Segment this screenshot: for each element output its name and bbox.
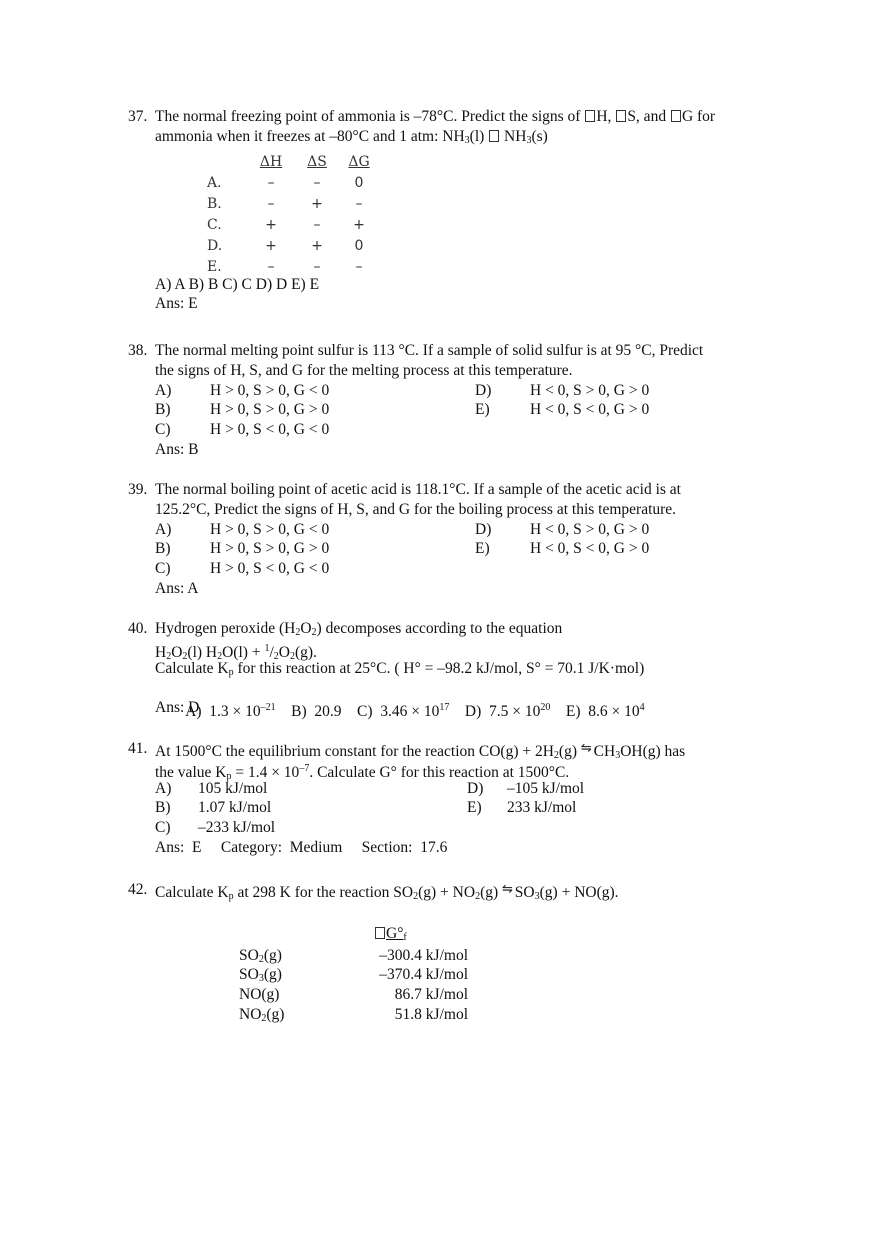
missing-glyph-icon [585,110,595,122]
choice-label: A) [155,381,172,399]
question-text-line-2: the value $K_p = 1.4 \times 10^{-7}$. Calculate G° for this reaction at 1500°C. [155,762,570,782]
table-header: ΔS [307,153,327,170]
table-cell: – [355,195,363,212]
table-cell: – [313,216,321,233]
choice-text: H > 0, S > 0, G < 0 [210,381,330,399]
question-number: 37. [128,108,148,125]
table-cell: 0 [354,237,364,254]
choice-label: B) [155,540,171,558]
choice-label: C) [155,819,171,837]
table-row-species: $SO_2(g)$ [239,946,282,965]
missing-glyph-icon [375,927,385,939]
table-cell: – [355,258,363,275]
choice-label: D) [475,381,492,399]
choice-label: C) [155,560,171,578]
table-cell: + [311,195,323,212]
table-row-value: –370.4 kJ/mol [379,965,468,983]
choice-text: –233 kJ/mol [198,819,276,837]
gibbs-energy-table [155,906,808,1024]
table-cell: – [313,258,321,275]
question-text: Calculate $K_p$ at 298 K for the reaction $SO_2(g) + NO_2(g)$ ⇋ $SO_3(g) + NO(g)$. [155,882,619,902]
choice-text: 1.07 kJ/mol [198,799,272,817]
question-text-line-3: Calculate $K_p$ for this reaction at 25°C. ( H° = –98.2 kJ/mol, S° = 70.1 J/K·mol) [155,659,645,678]
table-cell: + [311,237,323,254]
equilibrium-arrow-icon: ⇋ [580,741,590,756]
question-42 [128,880,808,1024]
question-number: 40. [128,620,148,637]
question-39 [128,480,808,599]
table-row-label: C. [207,216,222,233]
question-37 [128,107,808,314]
choice-label: A) [155,779,172,797]
question-text-line-2: 125.2°C, Predict the signs of H, S, and G for the boiling process at this temperature. [155,500,677,518]
choice-text: H > 0, S > 0, G > 0 [210,540,330,558]
choice-text: H < 0, S < 0, G > 0 [530,540,650,558]
question-number: 42. [128,881,148,898]
question-text-line-2: the signs of H, S, and G for the melting process at this temperature. [155,361,573,379]
choice-text: H < 0, S > 0, G > 0 [530,381,650,399]
answer-key: Ans: D [155,699,200,717]
answer-key: Ans: E Category: Medium Section: 17.6 [155,838,448,856]
chemical-equation: $H_2O_2(l) H_2O(l) + ^1/_2O_2(g)$. [155,642,317,662]
answer-options: A) A B) B C) C D) D E) E [155,275,320,293]
choice-label: B) [155,799,171,817]
choice-text: H > 0, S > 0, G < 0 [210,520,330,538]
table-cell: – [313,174,321,191]
choice-text: H > 0, S < 0, G < 0 [210,560,330,578]
table-header: ΔH [259,153,283,170]
question-number: 39. [128,481,148,498]
table-row-label: D. [207,237,223,254]
sign-table [207,149,377,275]
choice-text: –105 kJ/mol [507,779,585,797]
choice-label: B) [155,401,171,419]
table-cell: + [265,237,277,254]
table-cell: – [267,258,275,275]
table-cell: + [265,216,277,233]
table-row-species: NO(g) [239,985,280,1003]
question-text: The normal freezing point of ammonia is –78°C. Predict the signs of H, S, and G for [155,108,716,125]
table-row-label: B. [207,195,222,212]
table-row-species: $NO_2(g)$ [239,1005,285,1024]
question-text: The normal boiling point of acetic acid is 118.1°C. If a sample of the acetic acid is at [155,481,681,498]
table-row-label: E. [207,258,222,275]
choice-label: E) [475,401,490,419]
table-row-value: 86.7 kJ/mol [394,985,468,1003]
table-header: ΔG [348,153,370,170]
table-row-value: 51.8 kJ/mol [394,1005,468,1023]
question-38 [128,341,808,460]
table-row-label: A. [207,174,222,191]
table-cell: – [267,174,275,191]
choice-label: D) [467,779,484,797]
missing-glyph-icon [489,130,499,142]
answer-options: A) $1.3 \times 10^{-21}$ B) 20.9 C) $3.46 \times 10^{17}$ D) $7.5 \times 10^{20}$ E) $8.6 \times 10^4$ [185,702,645,721]
table-cell: – [267,195,275,212]
choice-label: E) [475,540,490,558]
table-row-value: –300.4 kJ/mol [379,946,468,964]
question-text: At 1500°C the equilibrium constant for the reaction $CO(g) + 2H_2(g)$ ⇋ $CH_3OH(g)$ has [155,741,686,761]
question-text: The normal melting point sulfur is 113 °C. If a sample of solid sulfur is at 95 °C, Predict [155,342,704,359]
answer-key: Ans: E [155,295,198,313]
question-text-line-2: ammonia when it freezes at –80°C and 1 atm: $NH_3(l)$ $NH_3(s)$ [155,127,548,146]
choice-text: H < 0, S < 0, G > 0 [530,401,650,419]
question-41 [128,739,808,858]
answer-choices [155,779,808,838]
answer-key: Ans: A [155,579,199,597]
table-row-species: $SO_3(g)$ [239,965,282,984]
question-number: 41. [128,740,148,757]
missing-glyph-icon [616,110,626,122]
question-text: Hydrogen peroxide $(H_2O_2)$ decomposes according to the equation [155,620,563,638]
choice-label: D) [475,520,492,538]
choice-text: H < 0, S > 0, G > 0 [530,520,650,538]
question-40 [128,619,808,721]
answer-key: Ans: B [155,440,199,458]
choice-text: 233 kJ/mol [507,799,577,817]
answer-choices [155,381,808,440]
choice-label: A) [155,520,172,538]
equilibrium-arrow-icon: ⇋ [502,882,511,897]
question-number: 38. [128,342,148,359]
answer-choices [155,520,808,579]
choice-label: C) [155,421,171,439]
table-cell: + [353,216,365,233]
table-header: $G^\circ_f$ [374,924,407,948]
table-cell: 0 [354,174,364,191]
choice-text: H > 0, S < 0, G < 0 [210,421,330,439]
choice-text: H > 0, S > 0, G > 0 [210,401,330,419]
choice-label: E) [467,799,482,817]
choice-text: 105 kJ/mol [198,779,268,797]
missing-glyph-icon [671,110,681,122]
